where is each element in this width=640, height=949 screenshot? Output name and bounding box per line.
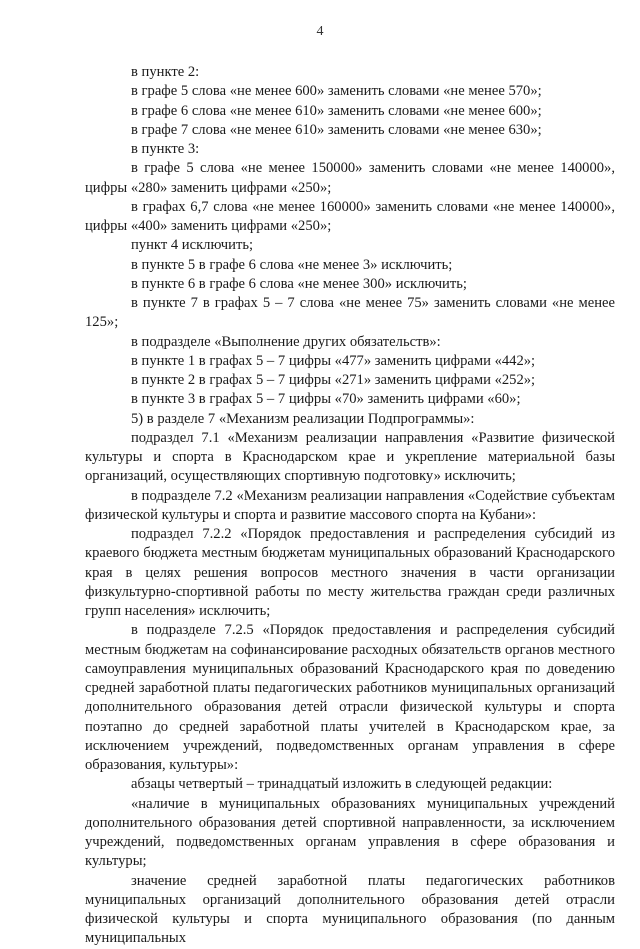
page-number: 4 [316,24,324,39]
paragraph: в пункте 1 в графах 5 – 7 цифры «477» заменить цифрами «442»; [131,352,536,369]
paragraph: в пункте 2 в графах 5 – 7 цифры «271» заменить цифрами «252»; [131,372,536,388]
paragraph: в пункте 7 в графах 5 – 7 слова «не менее 75» заменить словами «не менее 125»; [85,295,615,331]
paragraph: 5) в разделе 7 «Механизм реализации Подпрограммы»: [131,410,475,427]
paragraph: в пункте 6 в графе 6 слова «не менее 300» исключить; [131,275,467,292]
paragraph: «наличие в муниципальных образованиях муниципальных учреждений дополнительного образования детей спортивной направленности, за исключением учреждений, подведомственных органам управления в сфере образования и культуры; [85,795,615,870]
paragraph: в графах 6,7 слова «не менее 160000» заменить словами «не менее 140000», цифры «400» заменить цифрами «250»; [85,198,615,234]
paragraph: в графе 5 слова «не менее 150000» заменить словами «не менее 140000», цифры «280» заменить цифрами «250»; [85,160,615,196]
paragraph: в пункте 3: [131,141,200,157]
paragraph: в графе 7 слова «не менее 610» заменить словами «не менее 630»; [131,121,542,138]
paragraph: в графе 5 слова «не менее 600» заменить словами «не менее 570»; [131,83,542,100]
paragraph: пункт 4 исключить; [131,237,254,254]
paragraph: в подразделе 7.2 «Механизм реализации направления «Содействие субъектам физической культуры и спорта и развитие массового спорта на Кубани»: [85,487,615,523]
paragraph: подраздел 7.2.2 «Порядок предоставления и распределения субсидий из краевого бюджета местным бюджетам муниципальных образований Краснодарского края в целях решения вопросов местного значения в части организации физкультурно-спортивной работы по месту жительства граждан среди различных групп населения» исключить; [85,526,615,619]
paragraph: значение средней заработной платы педагогических работников муниципальных организаций дополнительного образования детей отрасли физической культуры и спорта муниципального образования (по данным муниципальных [85,872,615,947]
paragraph: в графе 6 слова «не менее 610» заменить словами «не менее 600»; [131,102,542,119]
paragraph: в подразделе 7.2.5 «Порядок предоставления и распределения субсидий местным бюджетам на софинансирование расходных обязательств органов местного самоуправления муниципальных образований Краснодарского края по доведению средней заработной платы педагогических работников муниципальных организаций дополнительного образования детей отрасли физической культуры и спорта поэтапно до средней заработной платы учителей в Краснодарском крае, за исключением учреждений, подведомственных органам управления в сфере образования, культуры»: [85,622,615,773]
paragraph: подраздел 7.1 «Механизм реализации направления «Развитие физической культуры и спорта в Краснодарском крае и укрепление материальной базы организаций, осуществляющих спортивную подготовку» исключить; [85,429,615,485]
paragraph: абзацы четвертый – тринадцатый изложить в следующей редакции: [131,776,553,793]
document-body [85,63,615,949]
paragraph: в подразделе «Выполнение других обязательств»: [131,333,441,350]
paragraph: в пункте 3 в графах 5 – 7 цифры «70» заменить цифрами «60»; [131,391,521,408]
paragraph: в пункте 5 в графе 6 слова «не менее 3» исключить; [131,256,453,273]
paragraph: в пункте 2: [131,64,200,80]
